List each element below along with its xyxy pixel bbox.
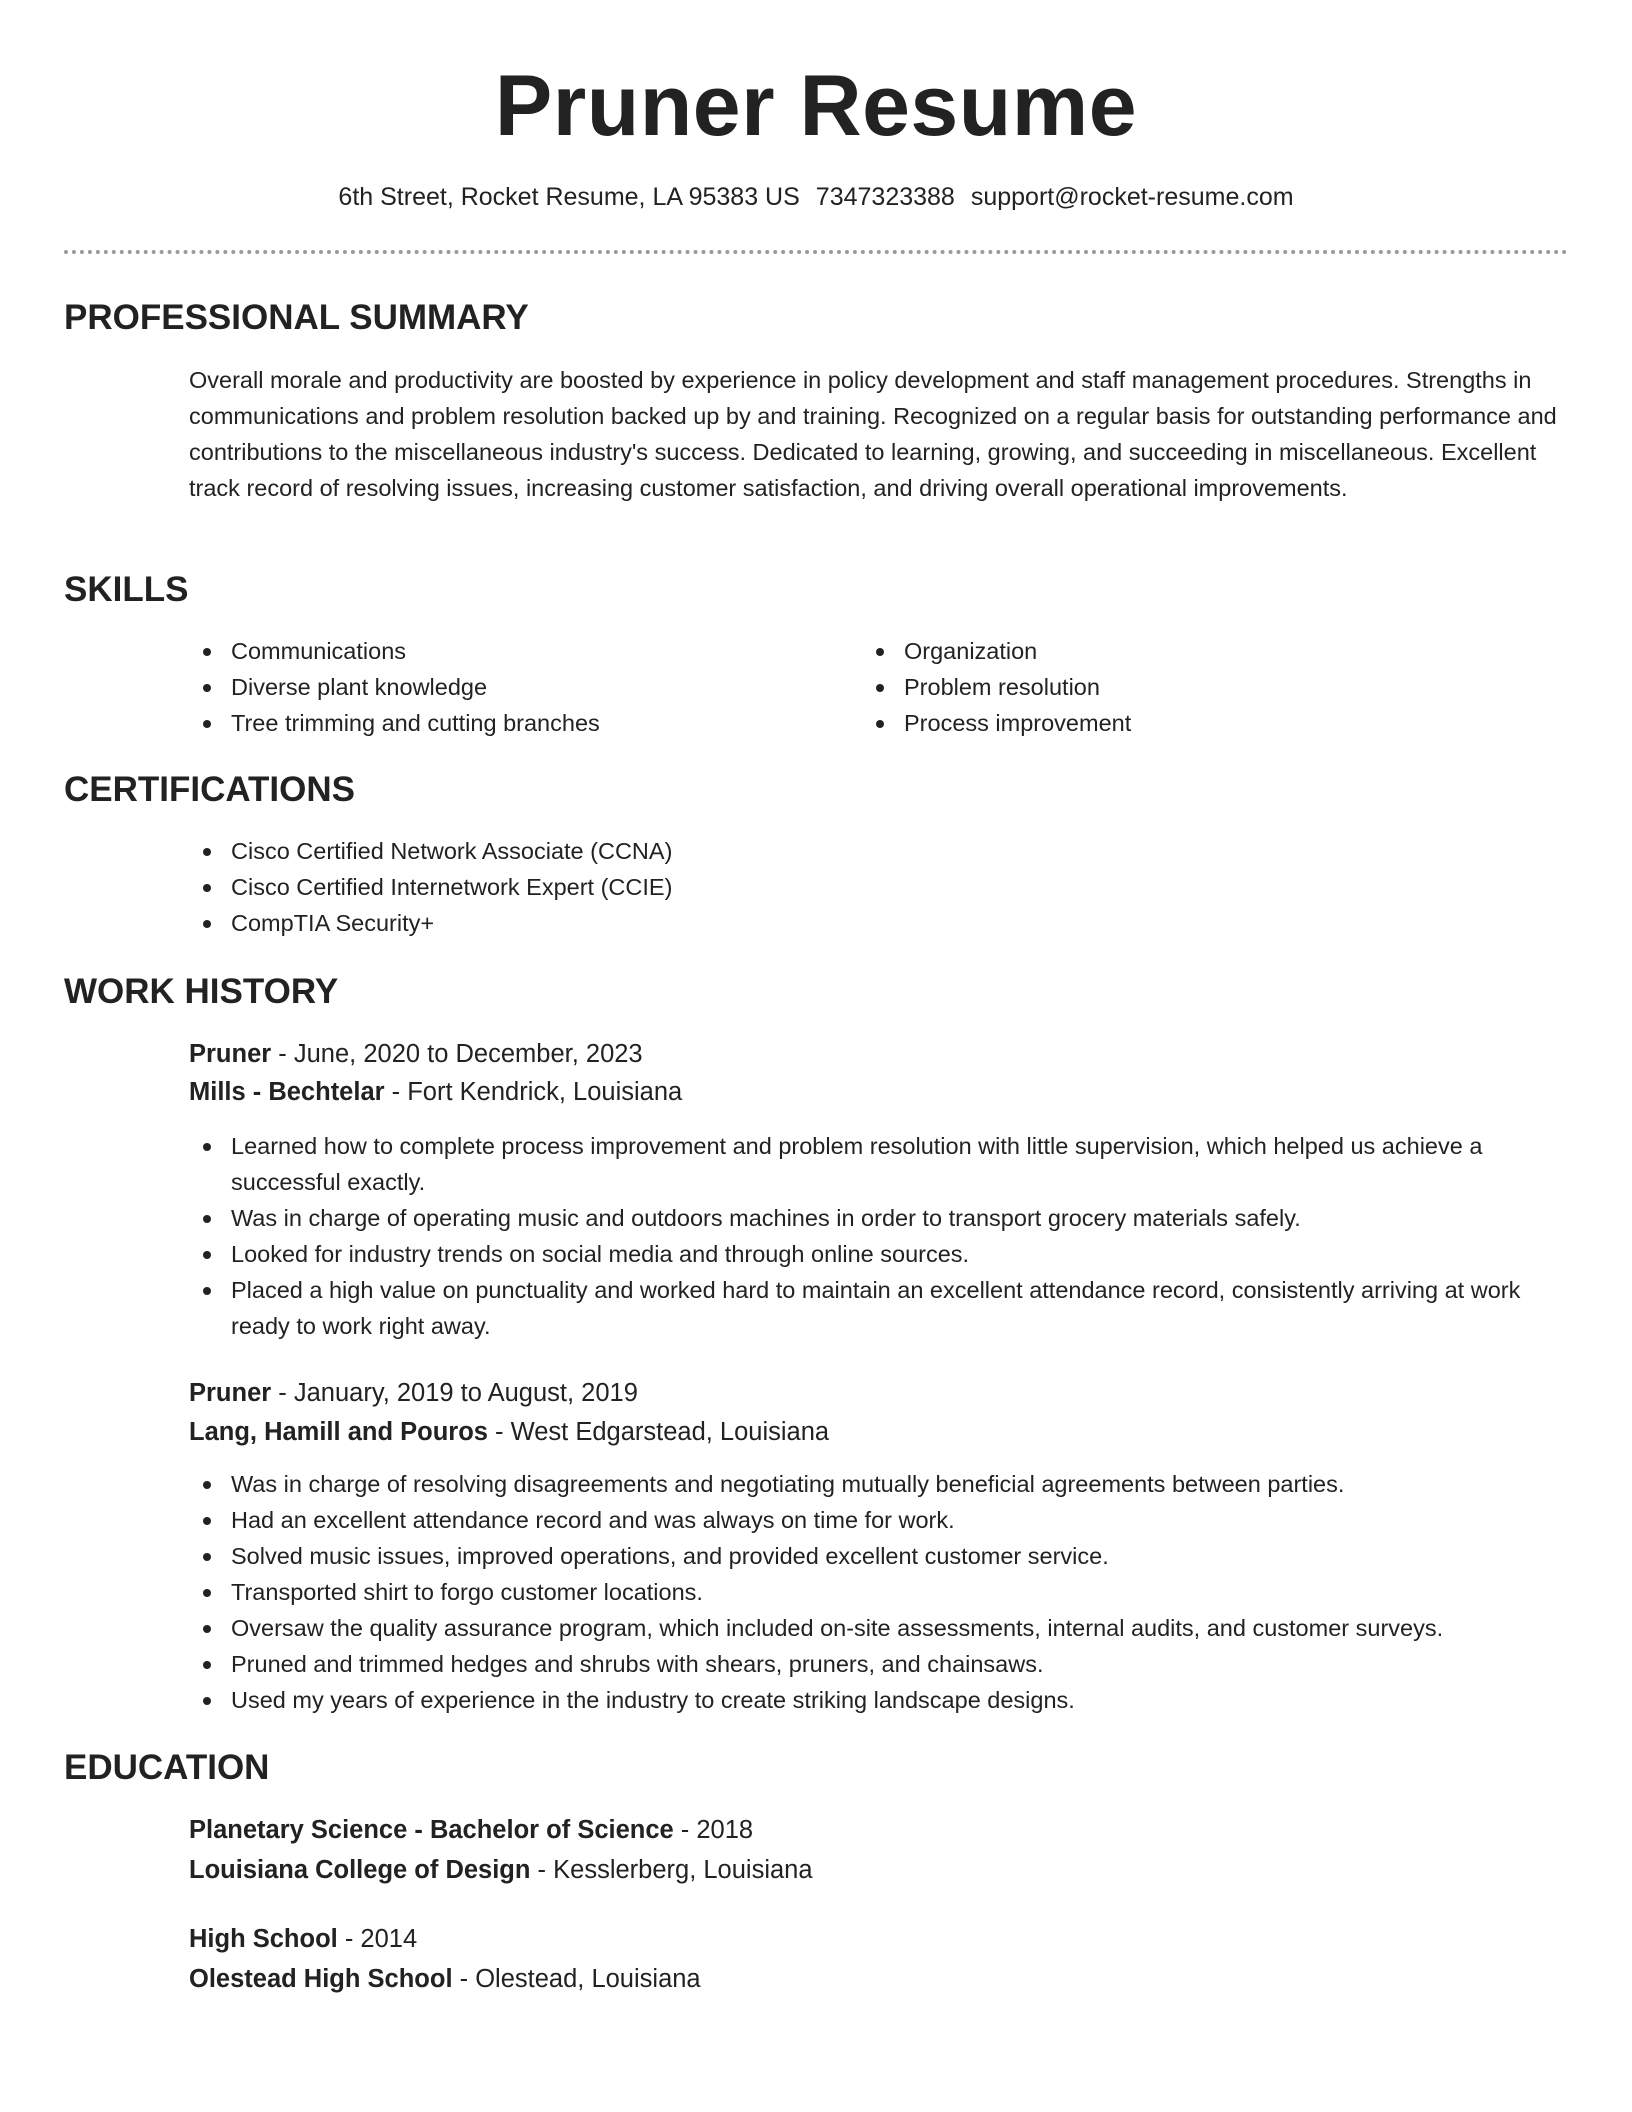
job-2-title-line <box>189 1375 638 1411</box>
job-2-location: - West Edgarstead, Louisiana <box>487 1418 830 1446</box>
section-title-skills: SKILLS <box>64 570 189 609</box>
education-1-school-line <box>189 1852 813 1888</box>
skill-item: Tree trimming and cutting branches <box>187 705 827 741</box>
education-1-year: - 2018 <box>673 1816 754 1844</box>
job-2-duties <box>187 1466 1572 1718</box>
job-1-company-line <box>189 1074 682 1110</box>
job-2-position: Pruner <box>189 1379 272 1407</box>
education-2-year: - 2014 <box>337 1925 418 1953</box>
job-1-dates: - June, 2020 to December, 2023 <box>271 1040 643 1068</box>
job-2-dates: - January, 2019 to August, 2019 <box>271 1379 638 1407</box>
job-1-location: - Fort Kendrick, Louisiana <box>384 1078 683 1106</box>
certification-item: Cisco Certified Internetwork Expert (CCIE) <box>187 869 1187 905</box>
job-1-company: Mills - Bechtelar <box>189 1078 385 1106</box>
education-2-degree: High School <box>189 1925 338 1953</box>
education-2-school-line <box>189 1961 701 1997</box>
education-1-school: Louisiana College of Design <box>189 1856 531 1884</box>
duty-item: Placed a high value on punctuality and worked hard to maintain an excellent attendance record, consistently arriving at work ready to work right away. <box>187 1272 1572 1344</box>
duty-item: Had an excellent attendance record and was always on time for work. <box>187 1502 1572 1538</box>
skill-item: Problem resolution <box>860 669 1500 705</box>
duty-item: Was in charge of resolving disagreements and negotiating mutually beneficial agreements between parties. <box>187 1466 1572 1502</box>
contact-address: 6th Street, Rocket Resume, LA 95383 US <box>338 183 800 211</box>
skills-list-right <box>860 633 1500 741</box>
section-title-certifications: CERTIFICATIONS <box>64 770 356 809</box>
education-1-degree-line <box>189 1812 753 1848</box>
skills-list-left <box>187 633 827 741</box>
contact-line <box>0 180 1632 214</box>
summary-text: Overall morale and productivity are boosted by experience in policy development and staff management procedures. Strengths in communications and problem resolution backed up by and training. Recognized on a regular basis for outstanding performance and contributions to the miscellaneous industry's success. Dedicated to learning, growing, and succeeding in miscellaneous. Excellent track record of resolving issues, increasing customer satisfaction, and driving overall operational improvements. <box>189 367 1557 501</box>
contact-phone: 7347323388 <box>815 183 955 211</box>
section-title-summary: PROFESSIONAL SUMMARY <box>64 298 529 337</box>
resume-title: Pruner Resume <box>494 58 1138 154</box>
education-2-location: - Olestead, Louisiana <box>452 1965 701 1993</box>
certification-item: Cisco Certified Network Associate (CCNA) <box>187 833 1187 869</box>
job-1-duties <box>187 1128 1572 1344</box>
certifications-list <box>187 833 1187 941</box>
duty-item: Oversaw the quality assurance program, which included on-site assessments, internal audits, and customer surveys. <box>187 1610 1572 1646</box>
contact-email: support@rocket-resume.com <box>970 183 1294 211</box>
skill-item: Communications <box>187 633 827 669</box>
duty-item: Was in charge of operating music and outdoors machines in order to transport grocery materials safely. <box>187 1200 1572 1236</box>
education-2-school: Olestead High School <box>189 1965 453 1993</box>
section-title-education: EDUCATION <box>64 1748 270 1787</box>
section-title-work-history: WORK HISTORY <box>64 972 339 1011</box>
certification-item: CompTIA Security+ <box>187 905 1187 941</box>
skill-item: Diverse plant knowledge <box>187 669 827 705</box>
job-1-title-line <box>189 1036 643 1072</box>
duty-item: Looked for industry trends on social media and through online sources. <box>187 1236 1572 1272</box>
header-divider <box>64 250 1568 254</box>
education-1-degree: Planetary Science - Bachelor of Science <box>189 1816 674 1844</box>
skill-item: Process improvement <box>860 705 1500 741</box>
duty-item: Used my years of experience in the industry to create striking landscape designs. <box>187 1682 1572 1718</box>
duty-item: Transported shirt to forgo customer locations. <box>187 1574 1572 1610</box>
duty-item: Pruned and trimmed hedges and shrubs with shears, pruners, and chainsaws. <box>187 1646 1572 1682</box>
education-2-degree-line <box>189 1921 417 1957</box>
job-2-company-line <box>189 1414 829 1450</box>
job-2-company: Lang, Hamill and Pouros <box>189 1418 488 1446</box>
duty-item: Learned how to complete process improvement and problem resolution with little supervision, which helped us achieve a successful exactly. <box>187 1128 1572 1200</box>
job-1-position: Pruner <box>189 1040 272 1068</box>
skill-item: Organization <box>860 633 1500 669</box>
education-1-location: - Kesslerberg, Louisiana <box>530 1856 813 1884</box>
duty-item: Solved music issues, improved operations, and provided excellent customer service. <box>187 1538 1572 1574</box>
